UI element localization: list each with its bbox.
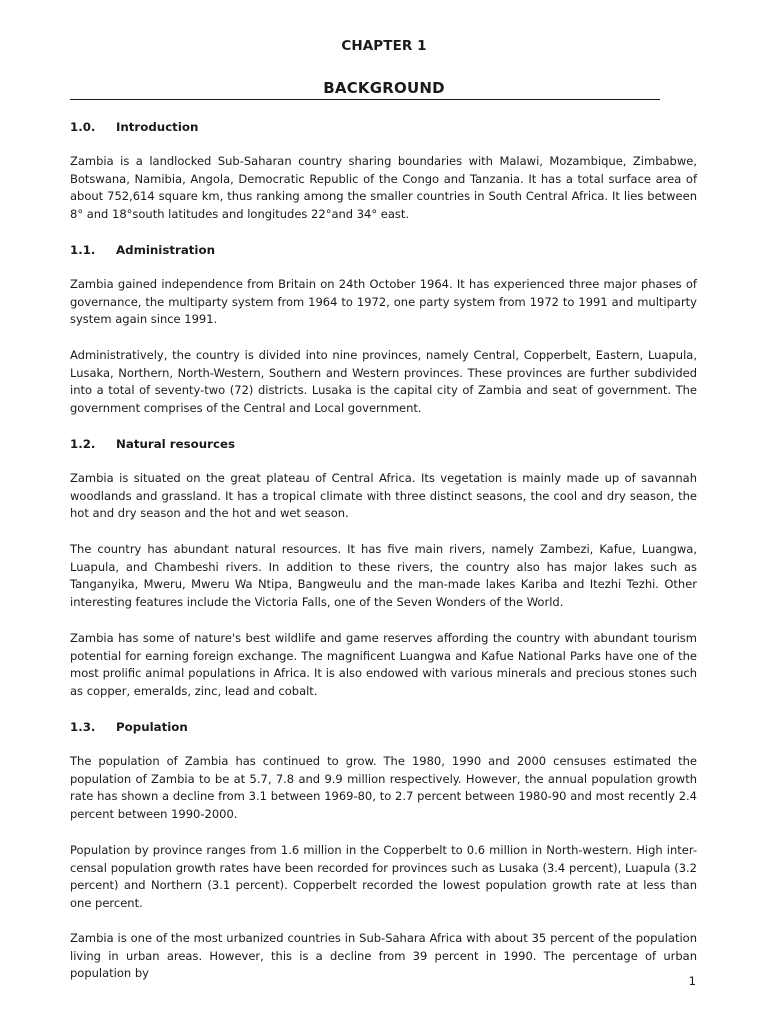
chapter-title: BACKGROUND bbox=[323, 79, 445, 97]
paragraph: Zambia is one of the most urbanized countries in Sub-Sahara Africa with about 35 percent of the population living in urban areas. However, this is a decline from 39 percent in 1990. The percentage of urban population by bbox=[70, 931, 697, 981]
paragraph: Zambia is situated on the great plateau of Central Africa. Its vegetation is mainly made up of savannah woodlands and grassland. It has a tropical climate with three distinct seasons, the cool and dry season, the hot and dry season and the hot and wet season. bbox=[70, 471, 697, 521]
paragraph: Zambia gained independence from Britain on 24th October 1964. It has experienced three major phases of governance, the multiparty system from 1964 to 1972, one party system from 1972 to 1991 and multiparty system again since 1991. bbox=[70, 277, 697, 327]
section-number: 1.1. bbox=[70, 243, 96, 257]
paragraph: Zambia has some of nature's best wildlife and game reserves affording the country with abundant tourism potential for earning foreign exchange. The magnificent Luangwa and Kafue National Parks have one of the most prolific animal populations in Africa. It is also endowed with various minerals and precious stones such as copper, emeralds, zinc, lead and cobalt. bbox=[70, 631, 697, 698]
section-number: 1.3. bbox=[70, 720, 96, 734]
paragraph: Zambia is a landlocked Sub-Saharan country sharing boundaries with Malawi, Mozambique, Zimbabwe, Botswana, Namibia, Angola, Democratic Republic of the Congo and Tanzania. It has a total surface area of about 752,614 square km, thus ranking among the smaller countries in South Central Africa. It lies between 8° and 18°south latitudes and longitudes 22°and 34° east. bbox=[70, 154, 697, 221]
section-title: Population bbox=[116, 720, 188, 734]
section-heading-population bbox=[70, 719, 188, 735]
paragraph: Administratively, the country is divided into nine provinces, namely Central, Copperbelt, Eastern, Luapula, Lusaka, Northern, North-Western, Southern and Western provinces. These provinces are further subdivided into a total of seventy-two (72) districts. Lusaka is the capital city of Zambia and seat of government. The government comprises of the Central and Local government. bbox=[70, 348, 697, 415]
paragraph: The population of Zambia has continued to grow. The 1980, 1990 and 2000 censuses estimated the population of Zambia to be at 5.7, 7.8 and 9.9 million respectively. However, the annual population growth rate has shown a decline from 3.1 between 1969-80, to 2.7 percent between 1980-90 and most recently 2.4 percent between 1990-2000. bbox=[70, 754, 697, 821]
section-title: Natural resources bbox=[116, 437, 235, 451]
page-number: 1 bbox=[688, 974, 696, 988]
section-number: 1.0. bbox=[70, 120, 96, 134]
paragraph: The country has abundant natural resources. It has five main rivers, namely Zambezi, Kafue, Luangwa, Luapula, and Chambeshi rivers. In addition to these rivers, the country also has major lakes such as Tanganyika, Mweru, Mweru Wa Ntipa, Bangweulu and the man-made lakes Kariba and Itezhi Tezhi. Other interesting features include the Victoria Falls, one of the Seven Wonders of the World. bbox=[70, 542, 697, 609]
section-title: Administration bbox=[116, 243, 215, 257]
section-heading-introduction bbox=[70, 119, 198, 135]
chapter-label: CHAPTER 1 bbox=[341, 38, 427, 54]
section-heading-administration bbox=[70, 242, 215, 258]
section-heading-natural-resources bbox=[70, 436, 235, 452]
paragraph: Population by province ranges from 1.6 million in the Copperbelt to 0.6 million in North-western. High inter-censal population growth rates have been recorded for provinces such as Lusaka (3.4 percent), Luapula (3.2 percent) and Northern (3.1 percent). Copperbelt recorded the lowest population growth rate at less than one percent. bbox=[70, 843, 697, 910]
section-number: 1.2. bbox=[70, 437, 96, 451]
title-underline bbox=[70, 99, 660, 100]
section-title: Introduction bbox=[116, 120, 199, 134]
